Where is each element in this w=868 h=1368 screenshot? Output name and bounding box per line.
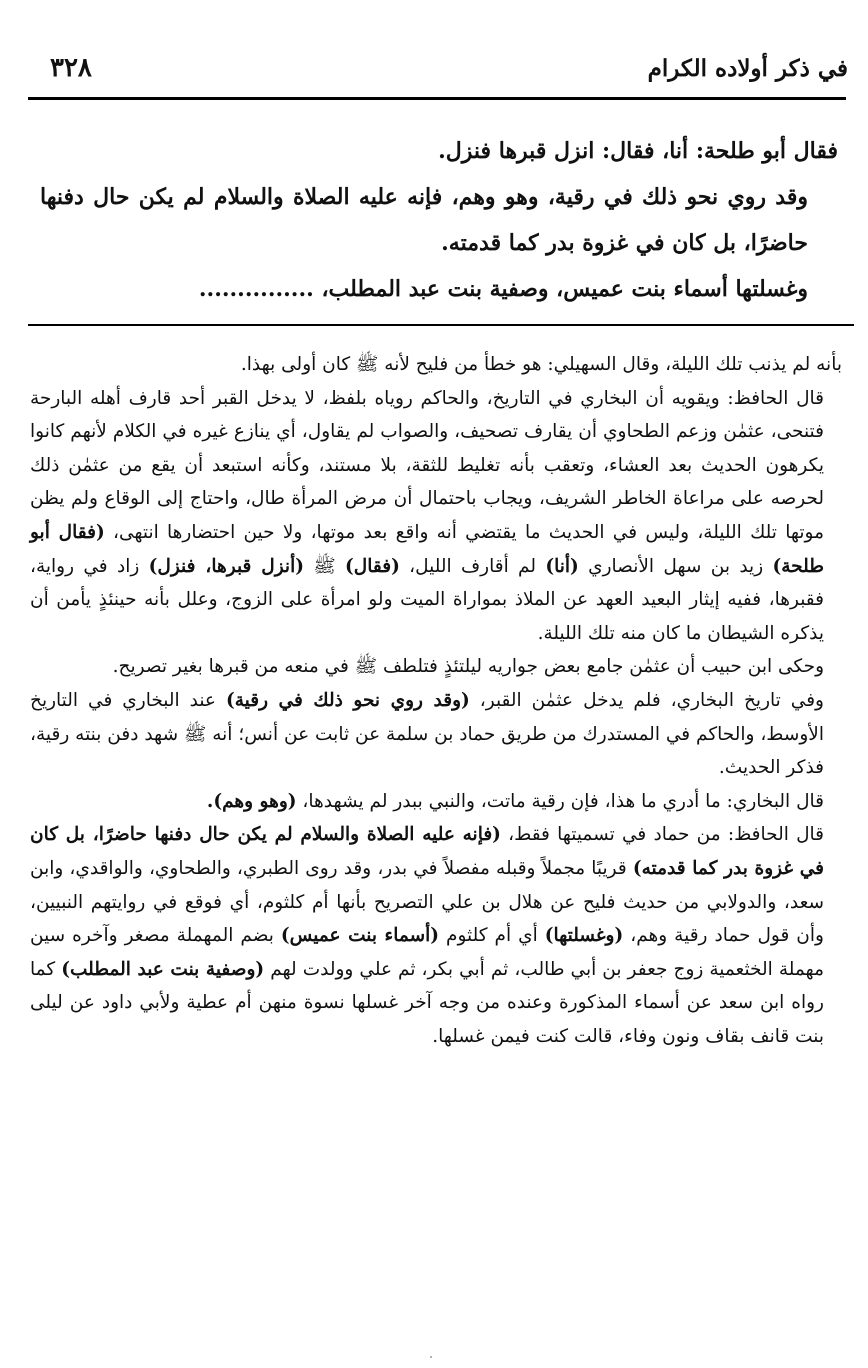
commentary-text: بضم المهملة مصغر وآخره سين مهملة الخثعمية زوج جعفر بن أبي طالب، ثم أبي بكر، ثم علي وولدت لهم <box>30 925 824 980</box>
main-text-line: وغسلتها أسماء بنت عميس، وصفية بنت عبد المطلب، ............... <box>198 276 808 302</box>
commentary-text: زيد بن سهل الأنصاري <box>588 555 764 577</box>
commentary-text: قريبًا مجملاً وقبله مفصلاً في بدر، وقد روى الطبري، والطحاوي، والواقدي، وابن سعد، والدولابي من حديث فليح عن هلال بن علي التصريح بأنها أم كلثوم، أي فوقع في روايتهم النبيين، وأن قول حماد رقية وهم، <box>30 857 824 947</box>
commentary-text: عند البخاري في التاريخ الأوسط، والحاكم في المستدرك من طريق حماد بن سلمة عن ثابت عن أنس؛ أنه ﷺ شهد دفن بنته رقية، فذكر الحديث. <box>30 689 824 779</box>
commentary-paragraph: وحكى ابن حبيب أن عثمٰن جامع بعض جواريه ليلتئذٍ فتلطف ﷺ في منعه من قبرها بغير تصريح. <box>112 656 824 678</box>
quoted-text: (فقال أبو طلحة) <box>30 521 824 577</box>
commentary-paragraph <box>30 818 842 1053</box>
separator-rule <box>28 324 854 326</box>
commentary-text: كما رواه ابن سعد عن أسماء المذكورة وعنده من وجه آخر غسلها نسوة منهن أم عطية ولأبي داود عن ليلى بنت قانف بقاف ونون وفاء، قالت كنت فيمن غسلها. <box>30 958 824 1047</box>
quoted-text: (وقد روي نحو ذلك في رقية) <box>225 689 470 711</box>
main-text-line: وقد روي نحو ذلك في رقية، وهو وهم، فإنه عليه الصلاة والسلام لم يكن حال دفنها حاضرًا، بل كان في غزوة بدر كما قدمته. <box>40 184 808 256</box>
header-rule <box>28 97 846 100</box>
quoted-text: (وغسلتها) <box>544 925 624 947</box>
commentary <box>30 348 842 1053</box>
commentary-text: قال الحافظ: ويقويه أن البخاري في التاريخ، والحاكم روياه بلفظ، لا يدخل القبر أحد قارف أهله البارحة فتنحى، عثمٰن وزعم الطحاوي أن يقارف تصحيف، والصواب لم يقاول، أي ينازع غيره في الكلام لأنهم كانوا يكرهون الحديث بعد العشاء، وتعقب بأنه تغليط للثقة، بلا مستند، وكأنه استبعد أن يقع من عثمٰن ذلك لحرصه على مراعاة الخاطر الشريف، ويجاب باحتمال أن مرض المرأة طال، واحتاج إلى الوقاع ولم يظن موتها تلك الليلة، وليس في الحديث ما يقتضي أنه واقع بعد موتها، ولا حين احتضارها انتهى، <box>30 387 824 543</box>
quoted-text: (أسماء بنت عميس) <box>280 925 439 947</box>
commentary-paragraph <box>30 785 842 819</box>
quoted-text: (وهو وهم). <box>206 790 297 812</box>
quoted-text: (أنزل قبرها، فنزل) <box>148 555 304 577</box>
commentary-text: قال البخاري: ما أدري ما هذا، فإن رقية ماتت، والنبي ببدر لم يشهدها، <box>302 790 824 812</box>
quoted-text: (أنا) <box>545 555 579 577</box>
commentary-text: قال الحافظ: من حماد في تسميتها فقط، <box>508 824 824 846</box>
commentary-text: زاد في رواية، فقبرها، ففيه إيثار البعيد العهد عن الملاذ بمواراة الميت ولو امرأة على الزوج، وعلل بأنه حينئذٍ يأمن أن يذكره الشيطان ما كان منه تلك الليلة. <box>30 555 824 644</box>
commentary-text: وفي تاريخ البخاري، فلم يدخل عثمٰن القبر، <box>479 689 824 711</box>
chapter-title: في ذكر أولاده الكرام <box>647 54 848 82</box>
commentary-text: ﷺ <box>313 555 336 577</box>
commentary-paragraph <box>30 684 842 785</box>
commentary-paragraph: بأنه لم يذنب تلك الليلة، وقال السهيلي: هو خطأ من فليح لأنه ﷺ كان أولى بهذا. <box>240 354 842 375</box>
page-number: ٣٢٨ <box>50 53 92 83</box>
main-text-line: فقال أبو طلحة: أنا، فقال: انزل قبرها فنزل. <box>438 138 838 164</box>
quoted-text: (فإنه عليه الصلاة والسلام لم يكن حال دفنها حاضرًا، بل كان في غزوة بدر كما قدمته) <box>30 824 824 879</box>
main-text <box>40 128 838 312</box>
quoted-text: (وصفية بنت عبد المطلب) <box>61 958 265 980</box>
page-header <box>50 48 848 88</box>
commentary-paragraph <box>30 382 842 651</box>
commentary-text: لم أقارف الليل، <box>409 555 536 577</box>
commentary-text: أي أم كلثوم <box>445 925 538 947</box>
scan-speck <box>430 1356 432 1358</box>
quoted-text: (فقال) <box>345 555 400 577</box>
